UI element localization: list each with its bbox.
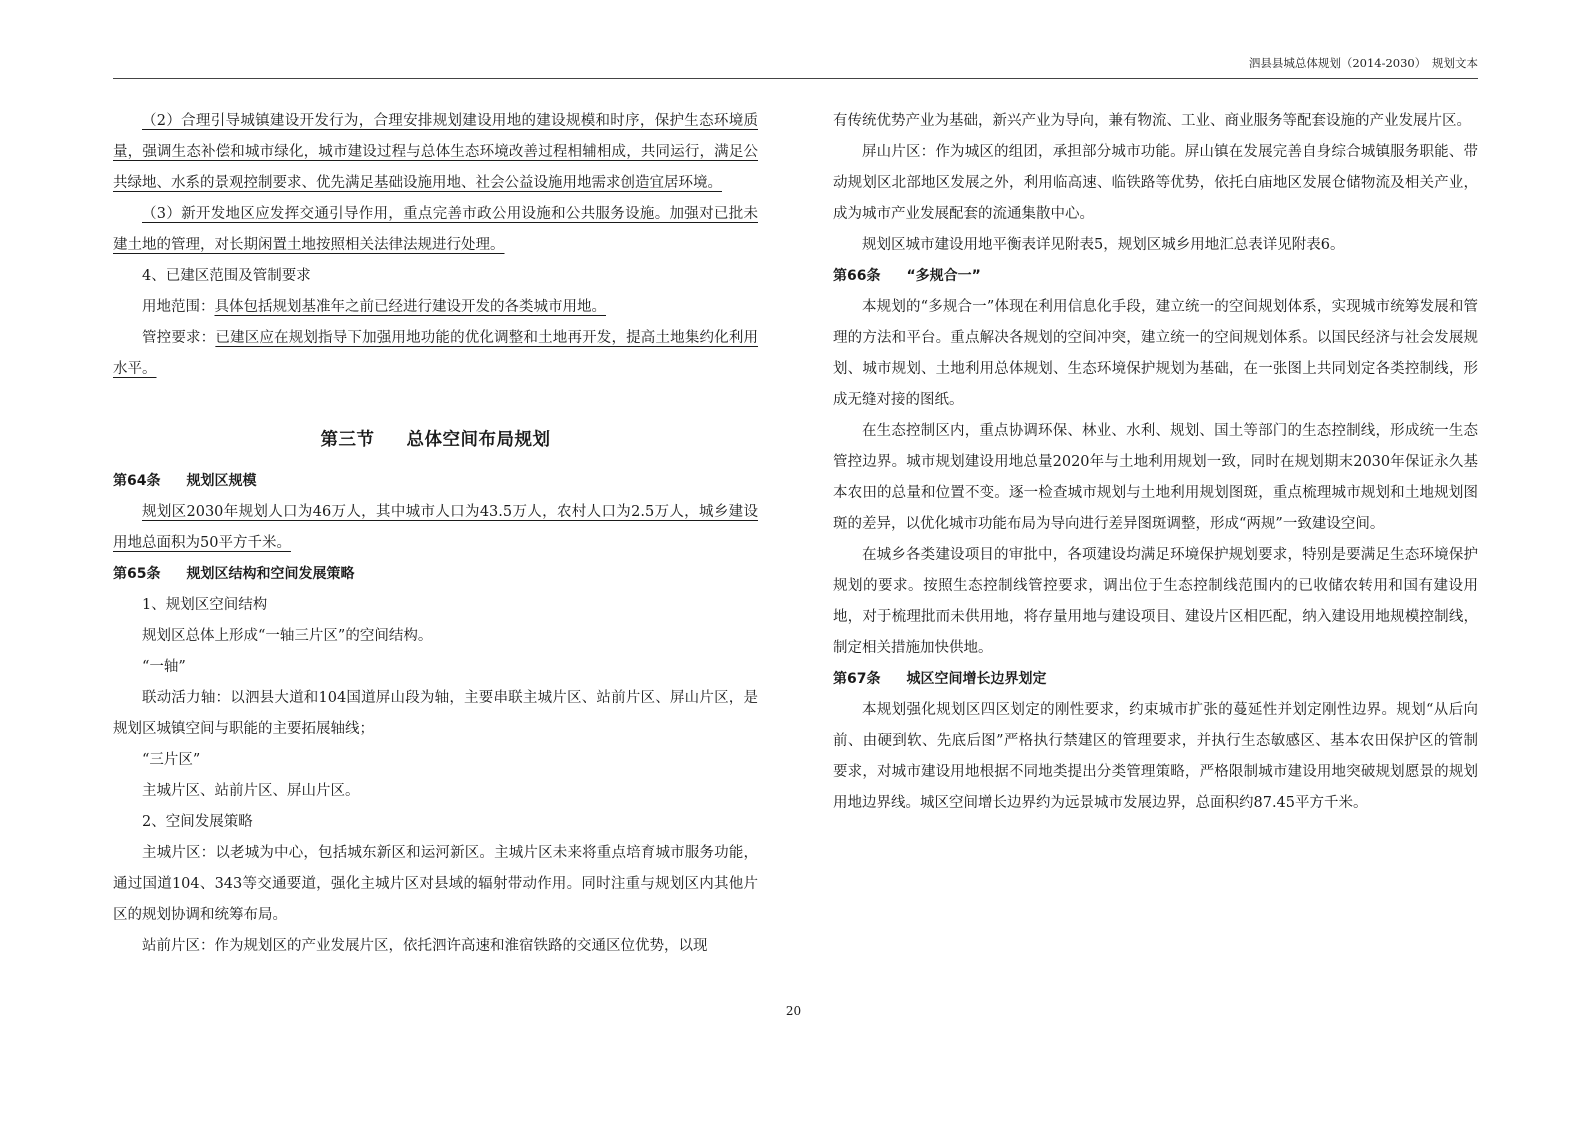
paragraph: [113, 497, 758, 559]
article-title: 规划区结构和空间发展策略: [186, 566, 355, 582]
article-title: 城区空间增长边界划定: [906, 671, 1047, 687]
article-heading: [113, 559, 758, 590]
article-heading: [833, 261, 1478, 292]
underlined-text: 规划区2030年规划人口为46万人，其中城市人口为43.5万人，农村人口为2.5万人，城乡建设用地总面积为50平方千米。: [113, 504, 758, 551]
paragraph: 规划区总体上形成“一轴三片区”的空间结构。: [142, 628, 433, 644]
paragraph: 本规划的“多规合一”体现在利用信息化手段，建立统一的空间规划体系，实现城市统筹发展和管理的方法和平台。重点解决各规划的空间冲突，建立统一的空间规划体系。以国民经济与社会发展规划、城市规划、土地利用总体规划、生态环境保护规划为基础，在一张图上共同划定各类控制线，形成无缝对接的图纸。: [833, 299, 1478, 408]
paragraph: [113, 292, 758, 323]
section-name: 总体空间布局规划: [406, 430, 551, 450]
article-title: “多规合一”: [906, 268, 981, 284]
paragraph: 有传统优势产业为基础，新兴产业为导向，兼有物流、工业、商业服务等配套设施的产业发展片区。: [833, 113, 1471, 129]
page-number: 20: [785, 1004, 802, 1018]
article-number: 第65条: [113, 566, 161, 582]
right-column: [833, 106, 1478, 819]
article-number: 第64条: [113, 473, 161, 489]
paragraph: 在生态控制区内，重点协调环保、林业、水利、规划、国土等部门的生态控制线，形成统一生态管控边界。城市规划建设用地总量2020年与土地利用规划一致，同时在规划期末2030年保证永久基本农田的总量和位置不变。逐一检查城市规划与土地利用规划图斑，重点梳理城市规划和土地规划图斑的差异，以优化城市功能布局为导向进行差异图斑调整，形成“两规”一致建设空间。: [833, 423, 1478, 532]
running-header: 泗县县城总体规划（2014-2030） 规划文本: [1248, 56, 1478, 70]
section-title: [113, 425, 758, 456]
subheading: 2、空间发展策略: [142, 814, 253, 830]
paragraph: “一轴”: [142, 659, 186, 675]
paragraph: 本规划强化规划区四区划定的刚性要求，约束城市扩张的蔓延性并划定刚性边界。规划“从后向前、由硬到软、先底后图”严格执行禁建区的管理要求，并执行生态敏感区、基本农田保护区的管制要求，对城市建设用地根据不同地类提出分类管理策略，严格限制城市建设用地突破规划愿景的规划用地边界线。城区空间增长边界约为远景城市发展边界，总面积约87.45平方千米。: [833, 702, 1478, 811]
article-heading: [833, 664, 1478, 695]
subheading: 1、规划区空间结构: [142, 597, 268, 613]
paragraph: 规划区城市建设用地平衡表详见附表5，规划区城乡用地汇总表详见附表6。: [862, 237, 1345, 253]
article-number: 第67条: [833, 671, 881, 687]
article-heading: [113, 466, 758, 497]
left-column: [113, 106, 758, 962]
paragraph: [113, 106, 758, 199]
paragraph: 站前片区：作为规划区的产业发展片区，依托泗许高速和淮宿铁路的交通区位优势，以现: [142, 938, 708, 954]
article-number: 第66条: [833, 268, 881, 284]
underlined-text: （3）新开发地区应发挥交通引导作用，重点完善市政公用设施和公共服务设施。加强对已批未建土地的管理，对长期闲置土地按照相关法律法规进行处理。: [113, 206, 758, 253]
underlined-text: 已建区应在规划指导下加强用地功能的优化调整和土地再开发，提高土地集约化利用水平。: [113, 330, 759, 377]
paragraph: [113, 323, 758, 385]
label: 管控要求：: [142, 330, 216, 346]
section-number: 第三节: [320, 430, 375, 450]
underlined-text: （2）合理引导城镇建设开发行为，合理安排规划建设用地的建设规模和时序，保护生态环境质量，强调生态补偿和城市绿化，城市建设过程与总体生态环境改善过程相辅相成，共同运行，满足公共绿地、水系的景观控制要求、优先满足基础设施用地、社会公益设施用地需求创造宜居环境。: [113, 113, 758, 191]
paragraph: 主城片区、站前片区、屏山片区。: [142, 783, 360, 799]
paragraph: 主城片区：以老城为中心，包括城东新区和运河新区。主城片区未来将重点培育城市服务功能，通过国道104、343等交通要道，强化主城片区对县域的辐射带动作用。同时注重与规划区内其他片区的规划协调和统筹布局。: [113, 845, 758, 923]
paragraph: [113, 199, 758, 261]
paragraph: “三片区”: [142, 752, 201, 768]
underlined-text: 具体包括规划基准年之前已经进行建设开发的各类城市用地。: [214, 299, 606, 315]
paragraph: 联动活力轴：以泗县大道和104国道屏山段为轴，主要串联主城片区、站前片区、屏山片区，是规划区城镇空间与职能的主要拓展轴线；: [113, 690, 758, 737]
paragraph: 屏山片区：作为城区的组团，承担部分城市功能。屏山镇在发展完善自身综合城镇服务职能、带动规划区北部地区发展之外，利用临高速、临铁路等优势，依托白庙地区发展仓储物流及相关产业，成为城市产业发展配套的流通集散中心。: [833, 144, 1478, 222]
label: 用地范围：: [142, 299, 215, 315]
subheading: 4、已建区范围及管制要求: [142, 268, 311, 284]
article-title: 规划区规模: [186, 473, 257, 489]
header-divider: [113, 78, 1478, 79]
paragraph: 在城乡各类建设项目的审批中，各项建设均满足环境保护规划要求，特别是要满足生态环境保护规划的要求。按照生态控制线管控要求，调出位于生态控制线范围内的已收储农转用和国有建设用地，对于梳理批而未供用地，将存量用地与建设项目、建设片区相匹配，纳入建设用地规模控制线，制定相关措施加快供地。: [833, 547, 1478, 656]
